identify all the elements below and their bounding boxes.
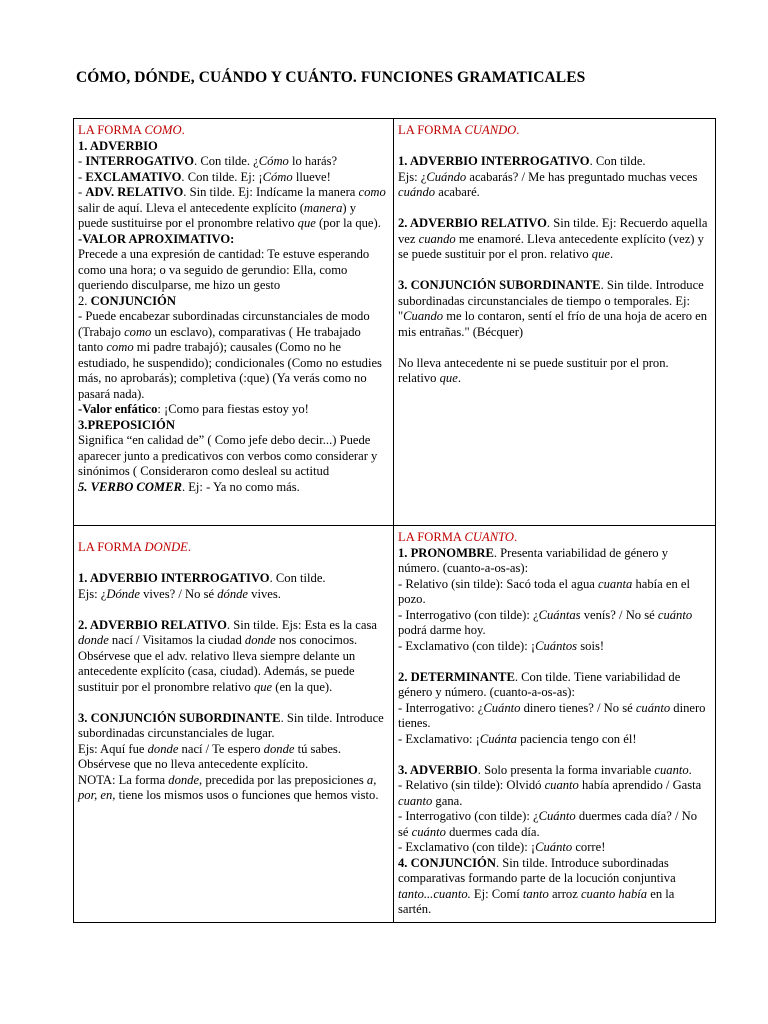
text-run: donde — [263, 741, 295, 756]
text-run: que — [439, 371, 458, 385]
text-run: podrá darme hoy. — [398, 623, 486, 637]
text-line — [78, 185, 388, 232]
text-run: - Interrogativo (con tilde): ¿ — [398, 809, 539, 823]
page-title: CÓMO, DÓNDE, CUÁNDO Y CUÁNTO. FUNCIONES GRAMATICALES — [76, 69, 586, 86]
text-run: vives? / No sé — [139, 586, 218, 601]
text-run: 3. CONJUNCIÓN SUBORDINANTE — [398, 278, 601, 292]
text-run: ADV. RELATIVO — [85, 185, 184, 199]
text-run: Ejs: ¿ — [78, 586, 107, 601]
text-run: LA FORMA — [78, 540, 145, 554]
table-row — [74, 526, 716, 923]
text-run: cuándo — [398, 185, 436, 199]
text-line — [78, 587, 388, 603]
text-run: vives. — [248, 586, 281, 601]
text-run: . Sin tilde. Ej: Recuerdo aquella vez — [398, 216, 708, 246]
text-line — [398, 670, 710, 701]
text-run: llueve! — [292, 169, 331, 184]
cell-donde — [74, 526, 394, 923]
blank-line — [78, 556, 388, 572]
text-line — [398, 170, 710, 201]
text-run: . — [609, 247, 614, 261]
text-line — [78, 170, 388, 186]
text-run: . — [513, 530, 518, 544]
text-run: CUANDO — [464, 123, 517, 137]
text-run: . Con tilde. — [589, 154, 646, 168]
text-run: salir de aquí. Lleva el antecedente explícito ( — [78, 200, 304, 215]
text-line — [78, 402, 388, 418]
text-line — [398, 701, 710, 732]
text-run: - — [78, 169, 86, 184]
text-run: - Exclamativo: ¡ — [398, 731, 480, 746]
text-run: Ejs: Aquí fue — [78, 741, 148, 756]
text-line — [78, 571, 388, 587]
blank-line — [78, 602, 388, 618]
text-run: como — [106, 340, 134, 354]
text-run: - Interrogativo (con tilde): ¿ — [398, 607, 539, 622]
text-run: como — [358, 185, 386, 199]
text-run: que — [297, 216, 316, 230]
blank-line — [398, 654, 710, 670]
text-run: acabaré. — [435, 185, 480, 199]
text-line — [78, 309, 388, 402]
text-run: - Puede encabezar subordinadas circunstanciales de modo (Trabajo — [78, 309, 370, 339]
text-run: (en la que). — [272, 679, 333, 694]
text-line — [398, 840, 710, 856]
text-run: 1. ADVERBIO INTERROGATIVO — [78, 571, 270, 585]
text-run: Cuántos — [535, 638, 578, 653]
text-run: me enamoré. Lleva antecedente explícito (vez) y se puede sustituir por el pron. relativo — [398, 231, 704, 261]
text-run: . Sin tilde. Introduce subordinadas circunstanciales de lugar. — [78, 710, 384, 740]
text-run: 2. ADVERBIO RELATIVO — [78, 617, 227, 632]
text-line — [78, 247, 388, 294]
text-run: . Sin tilde. Introduce subordinadas circunstanciales de tiempo o temporales. Ej: " — [398, 278, 704, 323]
text-run: - — [78, 185, 86, 199]
text-run: . Con tilde. ¿ — [194, 154, 259, 168]
text-run: Ejs: ¿ — [398, 169, 427, 184]
blank-line — [398, 139, 710, 155]
text-run: 2. ADVERBIO RELATIVO — [398, 216, 547, 230]
text-run: tanto...cuanto. — [398, 886, 471, 901]
cell-body — [78, 139, 388, 496]
blank-line — [398, 340, 710, 356]
text-run: Cómo — [258, 154, 289, 168]
text-run: . Ej: - Ya no como más. — [181, 479, 300, 494]
text-run: 3.PREPOSICIÓN — [78, 417, 175, 432]
text-run: cuanto había — [580, 886, 648, 901]
text-run: (por la que). — [315, 216, 381, 230]
text-line — [398, 356, 710, 387]
text-run: un esclavo), comparativas ( He trabajado tanto — [78, 324, 361, 354]
text-run: . Sin tilde. Ejs: Esta es la casa — [226, 617, 377, 632]
cell-como — [74, 119, 394, 526]
text-run: 5. VERBO COMER — [78, 479, 182, 494]
text-run: en la sartén. — [398, 886, 675, 916]
text-run: cuánto — [635, 700, 671, 715]
blank-line — [398, 263, 710, 279]
text-run: nos conocimos. Obsérvese que el adv. relativo lleva siempre delante un antecedente explícito (casa, ciudad). Además, se puede sustituir por el pronombre relativo — [78, 633, 358, 694]
blank-line — [398, 201, 710, 217]
text-run: LA FORMA — [78, 123, 145, 137]
text-line — [398, 546, 710, 577]
text-run: - — [78, 154, 86, 168]
text-run: . — [181, 123, 185, 137]
text-run: gana. — [432, 793, 463, 808]
text-line — [398, 763, 710, 779]
text-run: . — [457, 371, 461, 385]
cell-body — [398, 139, 710, 387]
text-run: cuanta — [598, 576, 633, 591]
text-line — [398, 809, 710, 840]
text-run: -Valor enfático — [78, 402, 158, 416]
text-line — [78, 480, 388, 496]
text-run: . Presenta variabilidad de género y número. (cuanto-a-os-as): — [398, 545, 669, 575]
text-run: tú sabes. Obsérvese que no lleva antecedente explícito. — [78, 741, 341, 771]
text-line — [78, 618, 388, 696]
text-run: Cuántas — [538, 607, 581, 622]
text-run: , precedida por las preposiciones — [199, 772, 367, 787]
text-line — [78, 418, 388, 434]
text-run: cuanto — [654, 762, 689, 777]
text-run: mi padre trabajó); causales (Como no he estudiado, he suspendido); condicionales (Como no estudies más, no aprobarás); completiva (:que) (Ya verás como no pasará nada). — [78, 340, 382, 401]
cell-body — [78, 556, 388, 804]
text-run: LA FORMA — [398, 123, 465, 137]
text-run: Dónde — [106, 586, 140, 601]
text-run: tanto — [522, 886, 549, 901]
text-line — [78, 232, 388, 248]
text-run: CUANTO — [464, 530, 514, 544]
text-run: duermes cada día? / No sé — [398, 809, 698, 839]
text-run: Cuánto — [535, 840, 573, 854]
text-line — [398, 577, 710, 608]
text-run: sois! — [577, 638, 605, 653]
text-run: cuanto — [398, 793, 433, 808]
text-run: que — [591, 247, 610, 261]
text-run: ) y puede sustituirse por el pronombre relativo — [78, 200, 357, 230]
text-run: 1. PRONOMBRE — [398, 545, 494, 560]
text-run: NOTA: La forma — [78, 772, 169, 787]
text-run: había aprendido / Gasta — [578, 778, 702, 792]
text-run: . Con tilde. Ej: ¡ — [181, 169, 263, 184]
text-run: - Relativo (sin tilde): Olvidó — [398, 778, 545, 792]
text-run: venís? / No sé — [580, 607, 658, 622]
text-run: - Exclamativo (con tilde): ¡ — [398, 840, 536, 854]
text-run: No lleva antecedente ni se puede sustituir por el pron. relativo — [398, 355, 669, 385]
text-line — [78, 433, 388, 480]
text-run: Cuando — [403, 309, 444, 323]
text-line — [78, 742, 388, 773]
text-run: donde — [168, 772, 200, 787]
cell-cuando — [394, 119, 716, 526]
text-run: INTERROGATIVO — [85, 154, 195, 168]
text-run: . — [187, 540, 192, 554]
text-run: - Relativo (sin tilde): Sacó toda el agua — [398, 576, 599, 591]
text-line — [398, 856, 710, 918]
cell-header — [78, 123, 388, 139]
text-run: duermes cada día. — [445, 824, 540, 839]
text-line — [398, 732, 710, 748]
text-run: 1. ADVERBIO — [78, 138, 158, 153]
text-run: tiene los mismos usos o funciones que hemos visto. — [115, 788, 379, 802]
text-line — [398, 216, 710, 263]
text-run: Cuánto — [538, 809, 576, 823]
text-line — [398, 778, 710, 809]
text-run: Ej: Comí — [470, 886, 523, 901]
text-run: paciencia tengo con él! — [516, 731, 637, 746]
text-line — [398, 278, 710, 340]
text-run: a, por, en, — [78, 772, 377, 802]
cell-header — [398, 123, 710, 139]
text-run: LA FORMA — [398, 530, 465, 544]
text-run: acabarás? / Me has preguntado muchas veces — [466, 169, 698, 184]
text-run: 2. DETERMINANTE — [398, 669, 515, 684]
text-line — [78, 773, 388, 804]
text-run: 3. CONJUNCIÓN SUBORDINANTE — [78, 710, 281, 725]
cell-header — [398, 530, 710, 546]
text-run: . — [688, 762, 692, 777]
text-run: EXCLAMATIVO — [85, 169, 182, 184]
text-run: COMO — [144, 123, 182, 137]
text-run: 1. ADVERBIO INTERROGATIVO — [398, 154, 590, 168]
text-run: . Sin tilde. Ej: Indícame la manera — [183, 185, 359, 199]
text-run: nací / Te espero — [178, 741, 264, 756]
text-run: - Exclamativo (con tilde): ¡ — [398, 638, 536, 653]
text-run: cuando — [418, 231, 456, 246]
text-run: . Sin tilde. Introduce subordinadas comparativas formando parte de la locución conjuntiva — [398, 855, 676, 885]
cell-cuanto — [394, 526, 716, 923]
text-line — [398, 154, 710, 170]
text-line — [78, 139, 388, 155]
text-run: 4. CONJUNCIÓN — [398, 855, 496, 870]
text-run: nací / Visitamos la ciudad — [108, 633, 245, 647]
text-run: había en el pozo. — [398, 576, 691, 606]
text-run: arroz — [548, 886, 581, 901]
text-run: . Con tilde. — [269, 571, 326, 585]
text-run: . Con tilde. Tiene variabilidad de género y número. (cuanto-a-os-as): — [398, 669, 681, 699]
table-row — [74, 119, 716, 526]
blank-line — [398, 747, 710, 763]
text-run: corre! — [572, 840, 606, 854]
text-run: Cómo — [262, 169, 293, 184]
text-run: dinero tienes. — [398, 700, 706, 730]
text-run: me lo contaron, sentí el frío de una hoja de acero en mis entrañas." (Bécquer) — [398, 309, 708, 339]
text-run: manera — [303, 200, 343, 215]
text-run: donde — [78, 633, 109, 647]
cell-header — [78, 540, 388, 556]
text-run: DONDE — [144, 540, 188, 554]
text-run: . Solo presenta la forma invariable — [477, 762, 655, 777]
text-run: dónde — [217, 586, 248, 601]
text-run: cuánto — [657, 607, 693, 622]
text-run: . — [516, 123, 520, 137]
text-run: 2. — [78, 293, 91, 308]
text-run: : ¡Como para fiestas estoy yo! — [157, 402, 309, 416]
text-run: cuanto — [544, 778, 579, 792]
text-run: donde — [244, 633, 276, 647]
text-run: 3. ADVERBIO — [398, 762, 478, 777]
grammar-table — [73, 118, 716, 923]
text-run: CONJUNCIÓN — [90, 293, 176, 308]
blank-line — [78, 695, 388, 711]
text-run: Cuánto — [483, 700, 521, 715]
text-line — [78, 294, 388, 310]
text-run: Significa “en calidad de” ( Como jefe debo decir...) Puede aparecer junto a predicativos con verbos como considerar y sinónimos ( Consideraron como desleal su actitud — [78, 433, 378, 478]
text-run: como — [124, 324, 152, 339]
text-line — [398, 639, 710, 655]
text-run: Precede a una expresión de cantidad: Te estuve esperando como una hora; o va seguido de gerundio: Ella, como queriendo disculparse, me hizo un gesto — [78, 247, 370, 292]
text-run: dinero tienes? / No sé — [520, 700, 636, 715]
text-run: Cuándo — [426, 169, 467, 184]
text-run: donde — [147, 741, 179, 756]
text-run: lo harás? — [288, 154, 338, 168]
text-run: Cuánta — [479, 731, 517, 746]
text-run: -VALOR APROXIMATIVO: — [78, 231, 235, 246]
text-run: que — [253, 679, 273, 694]
text-run: cuánto — [411, 824, 446, 839]
text-line — [78, 711, 388, 742]
text-line — [78, 154, 388, 170]
text-line — [398, 608, 710, 639]
cell-body — [398, 546, 710, 918]
text-run: - Interrogativo: ¿ — [398, 700, 484, 715]
